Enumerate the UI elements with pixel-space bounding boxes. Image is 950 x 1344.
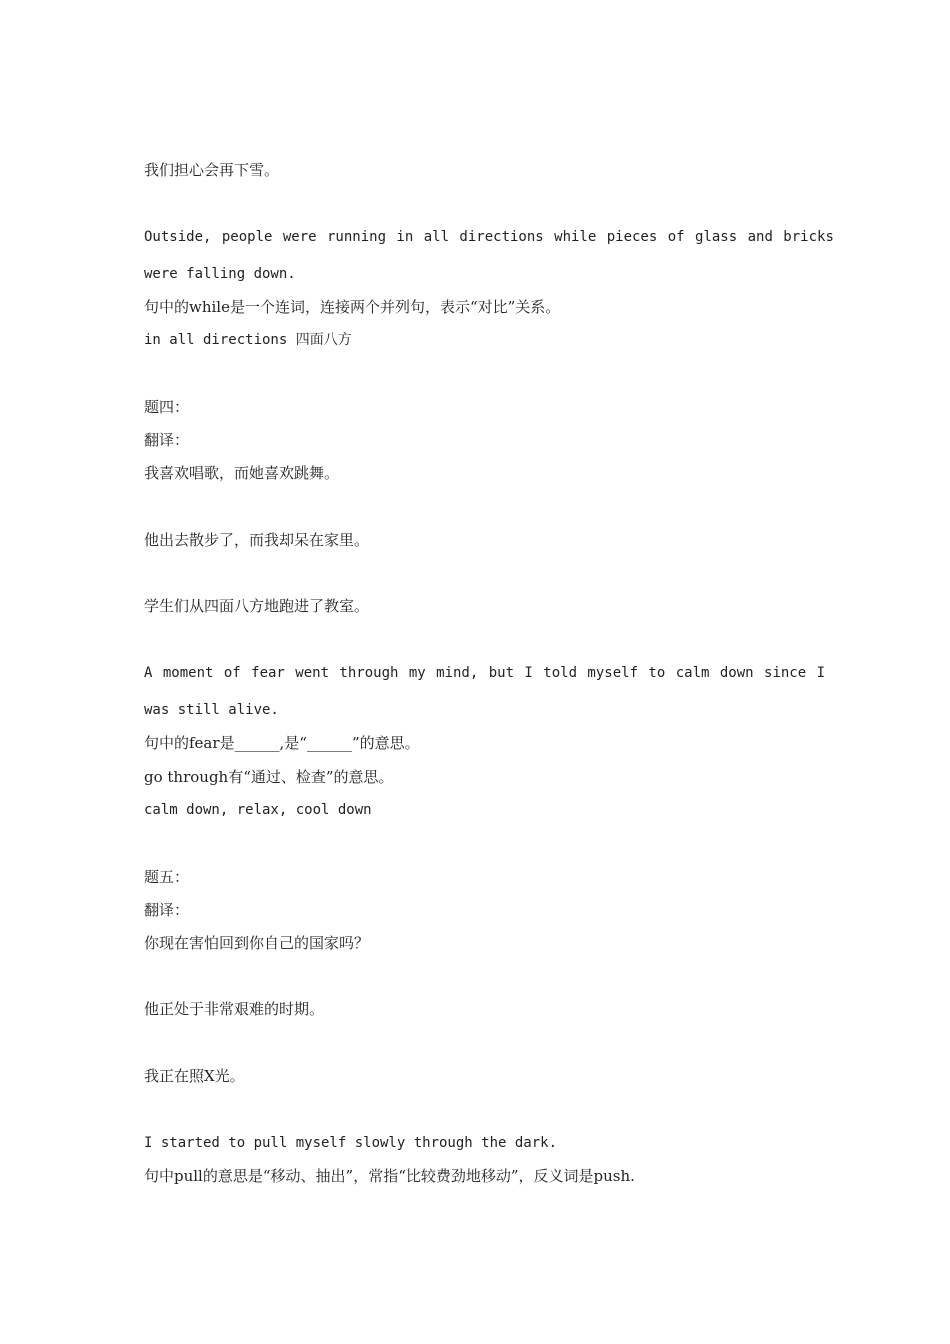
text-line: A moment of fear went through my mind, but I told myself to calm down since I — [144, 665, 826, 681]
text-line: Outside, people were running in all directions while pieces of glass and bricks — [144, 229, 834, 245]
text-line: 他正处于非常艰难的时期。 — [144, 1000, 325, 1018]
text-line: go through有“通过、检查”的意思。 — [144, 768, 394, 786]
text-line: 我正在照X光。 — [144, 1067, 245, 1085]
text-line: 他出去散步了，而我却呆在家里。 — [144, 531, 370, 549]
text-line: 翻译： — [144, 901, 190, 919]
text-line: I started to pull myself slowly through the dark. — [144, 1135, 558, 1151]
text-line: was still alive. — [144, 702, 279, 718]
text-line: 句中pull的意思是“移动、抽出”，常指“比较费劲地移动”，反义词是push. — [144, 1167, 635, 1185]
section-heading: 题五： — [144, 868, 190, 886]
text-line: 句中的fear是______,是“______”的意思。 — [144, 734, 420, 752]
text-line: were falling down. — [144, 266, 296, 282]
text-line: 我们担心会再下雪。 — [144, 161, 280, 179]
text-line: 你现在害怕回到你自己的国家吗？ — [144, 934, 370, 952]
text-line: 句中的while是一个连词，连接两个并列句，表示“对比”关系。 — [144, 298, 561, 316]
document-page — [144, 0, 834, 1344]
text-line: calm down, relax, cool down — [144, 802, 372, 818]
text-line: in all directions 四面八方 — [144, 332, 352, 348]
section-heading: 题四： — [144, 398, 190, 416]
text-line: 我喜欢唱歌，而她喜欢跳舞。 — [144, 464, 340, 482]
text-line: 翻译： — [144, 431, 190, 449]
text-line: 学生们从四面八方地跑进了教室。 — [144, 597, 370, 615]
